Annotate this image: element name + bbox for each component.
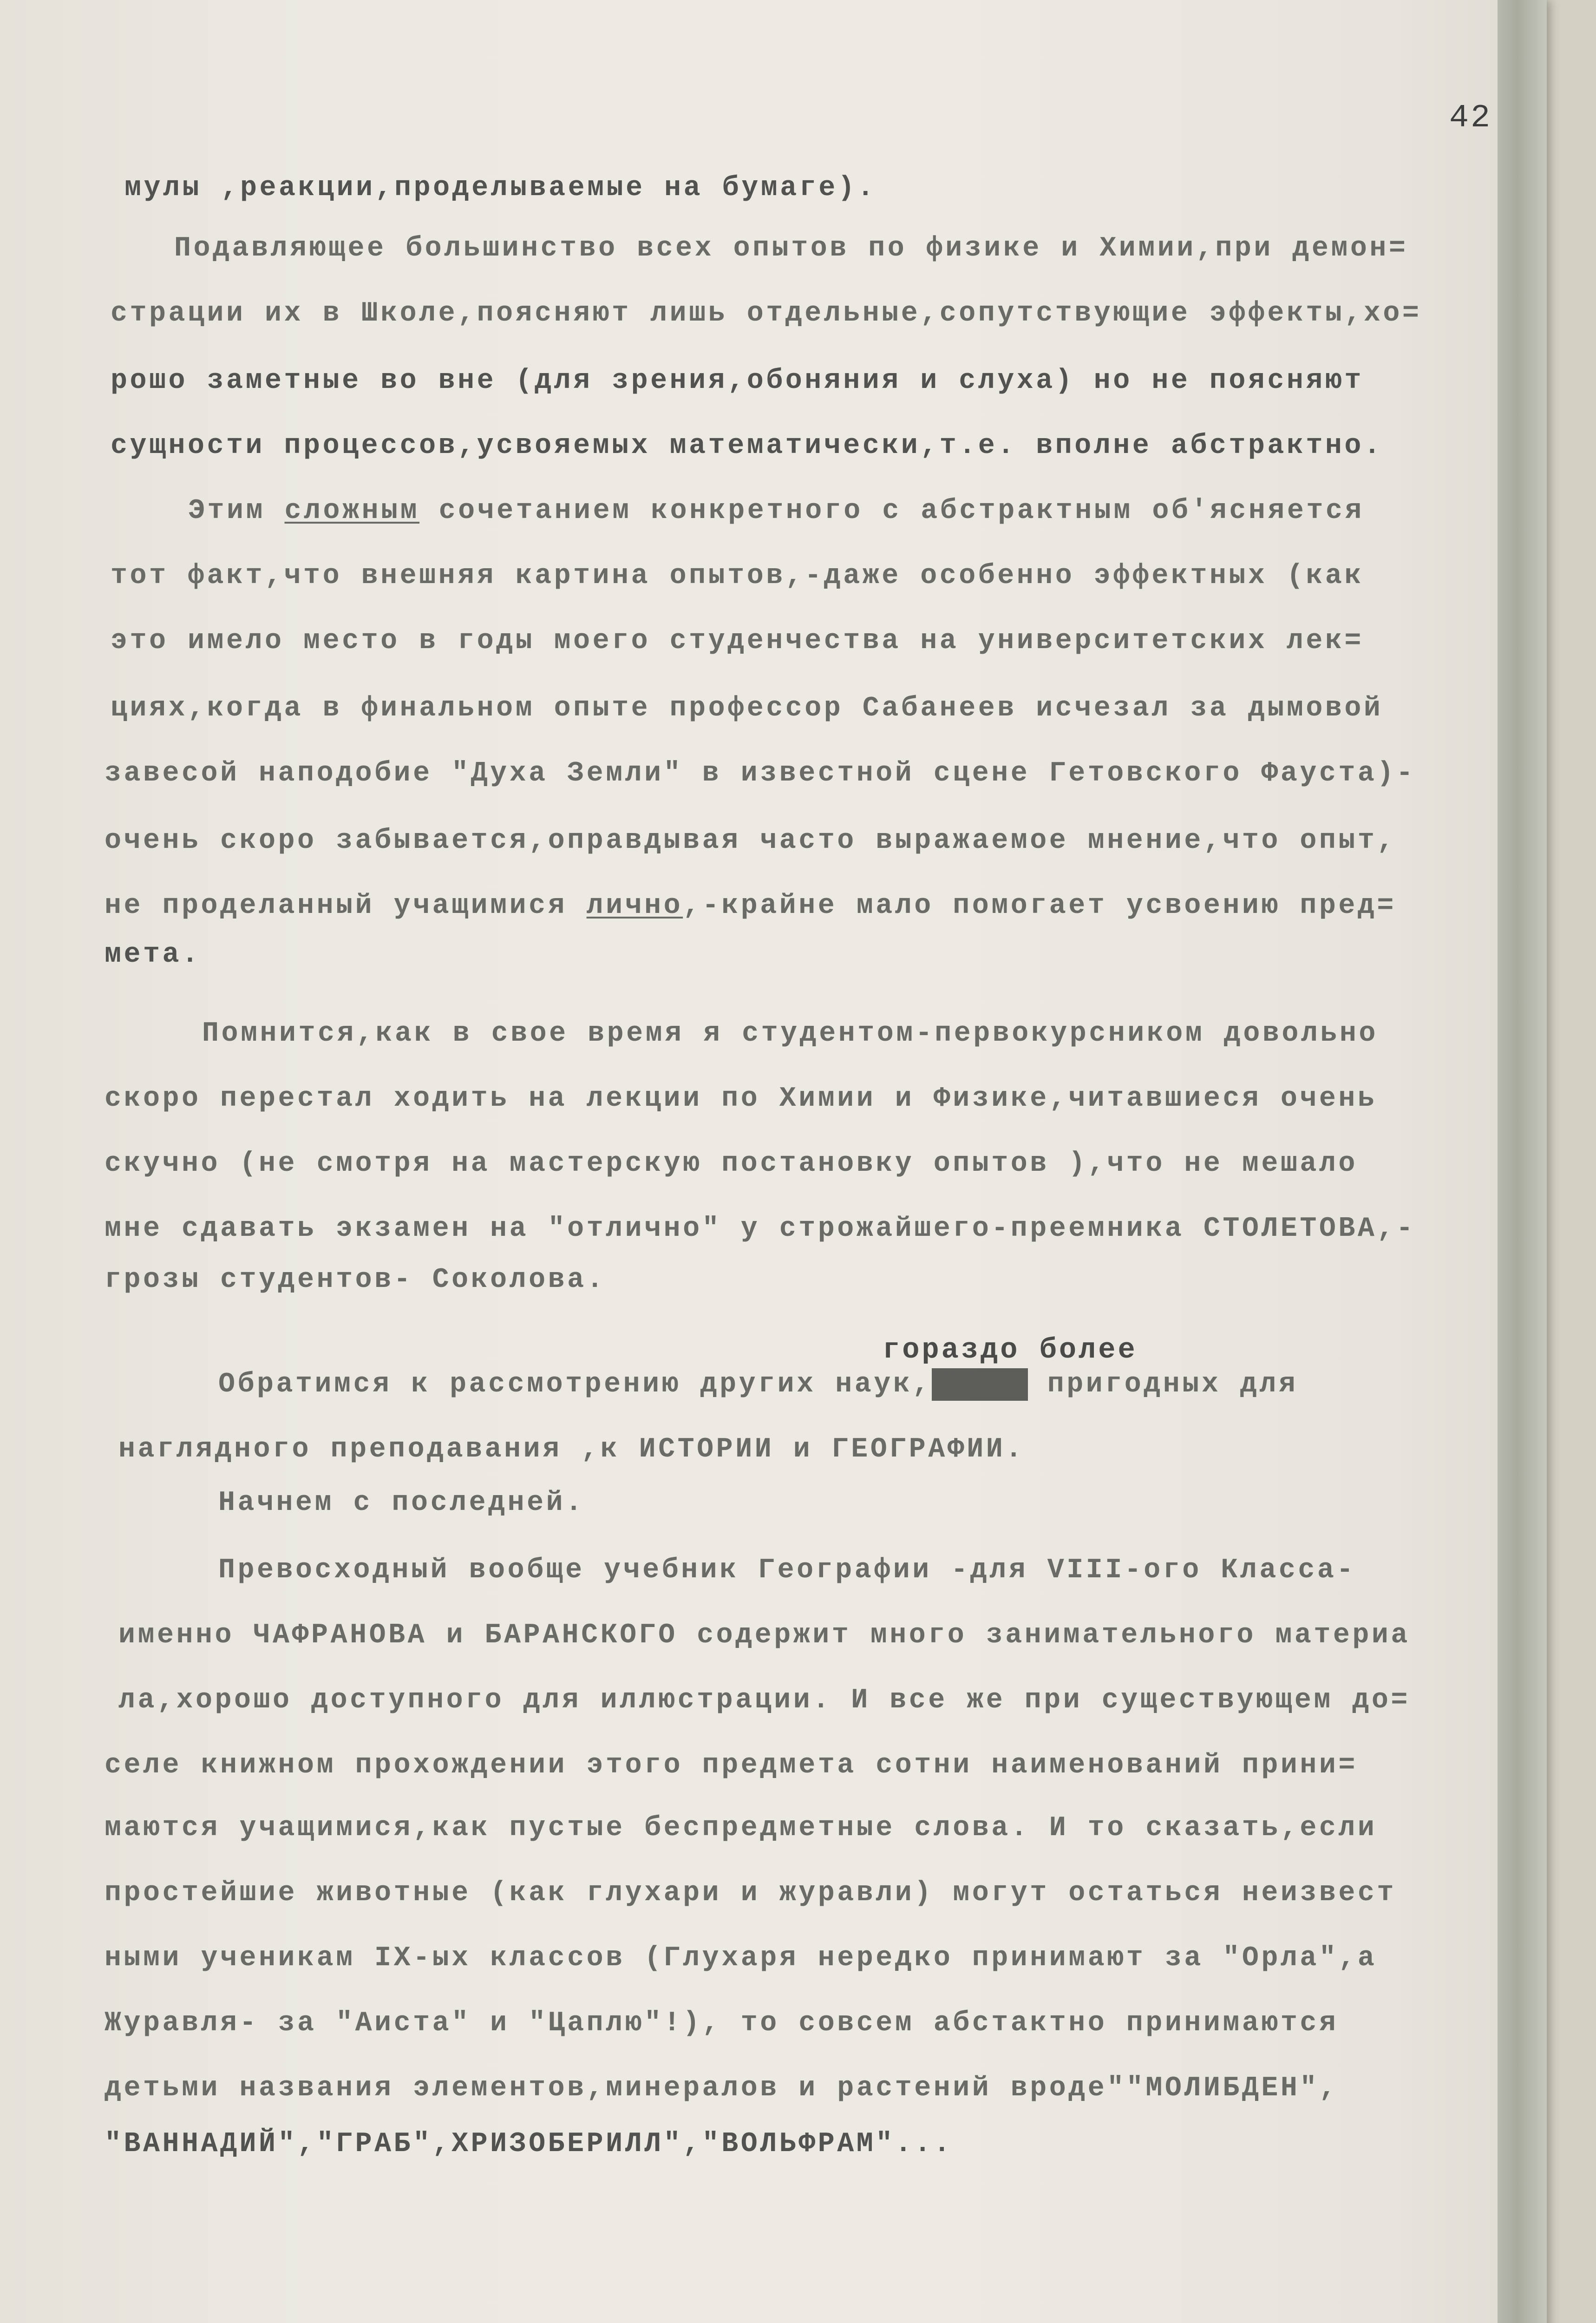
line-segment: пригодных для: [1047, 1369, 1298, 1400]
text-line: [188, 495, 1364, 527]
text-line: мета.: [105, 939, 201, 971]
text-line: ными ученикам IX-ых классов (Глухаря нередко принимают за "Орла",а: [105, 1942, 1377, 1974]
text-line: [218, 1368, 1298, 1401]
text-line: простейшие животные (как глухари и журавли) могут остаться неизвест: [105, 1877, 1396, 1909]
text-line: Превосходный вообще учебник Географии -для VIII-ого Класса-: [218, 1555, 1356, 1586]
text-line: страции их в Школе,поясняют лишь отдельные,сопутствующие эффекты,хо=: [111, 298, 1422, 329]
struck-out-word: ХХХХХ: [931, 1369, 1028, 1400]
page-number: 42: [1449, 100, 1492, 137]
text-line: селе книжном прохождении этого предмета сотни наименований прини=: [105, 1750, 1358, 1781]
handwritten-insertion: гораздо более: [883, 1333, 1138, 1366]
text-line: именно ЧАФРАНОВА и БАРАНСКОГО содержит много занимательного материа: [118, 1620, 1410, 1651]
text-line: сущности процессов,усвояемых математически,т.е. вполне абстрактно.: [111, 430, 1383, 462]
line-segment: Обратимся к рассмотрению других наук,: [218, 1369, 932, 1400]
text-line: Журавля- за "Аиста" и "Цаплю"!), то совсем абстактно принимаются: [105, 2008, 1339, 2039]
text-line: Подавляющее большинство всех опытов по физике и Химии,при демон=: [174, 233, 1408, 264]
text-line: циях,когда в финальном опыте профессор Сабанеев исчезал за дымовой: [111, 693, 1383, 724]
underlined-word: сложным: [284, 495, 420, 527]
line-segment: сочетанием конкретного с абстрактным об'ясняется: [438, 495, 1364, 527]
text-line: это имело место в годы моего студенчества на университетских лек=: [111, 625, 1364, 657]
text-line: Помнится,как в свое время я студентом-первокурсником довольно: [202, 1018, 1378, 1050]
text-line: [105, 890, 1396, 922]
line-segment: не проделанный учащимися: [105, 890, 568, 922]
text-line: маются учащимися,как пустые беспредметные слова. И то сказать,если: [105, 1812, 1377, 1844]
text-line: ла,хорошо доступного для иллюстрации. И все же при существующем до=: [118, 1685, 1410, 1716]
text-line: мне сдавать экзамен на "отлично" у строжайшего-преемника СТОЛЕТОВА,-: [105, 1213, 1416, 1245]
text-line: тот факт,что внешняя картина опытов,-даже особенно эффектных (как: [111, 560, 1364, 592]
text-line: Начнем с последней.: [218, 1487, 585, 1519]
text-line: "ВАННАДИЙ","ГРАБ",ХРИЗОБЕРИЛЛ","ВОЛЬФРАМ"...: [105, 2128, 953, 2160]
text-line: детьми названия элементов,минералов и растений вроде""МОЛИБДЕН",: [105, 2073, 1339, 2104]
text-line: завесой наподобие "Духа Земли" в известной сцене Гетовского Фауста)-: [105, 758, 1416, 789]
text-line: скучно (не смотря на мастерскую постановку опытов ),что не мешало: [105, 1148, 1358, 1180]
text-line: наглядного преподавания ,к ИСТОРИИ и ГЕОГРАФИИ.: [118, 1434, 1025, 1465]
text-line: очень скоро забывается,оправдывая часто выражаемое мнение,что опыт,: [105, 825, 1396, 857]
text-line: мулы ,реакции,проделываемые на бумаге).: [124, 172, 876, 204]
underlined-word: лично: [586, 890, 683, 922]
text-line: скоро перестал ходить на лекции по Химии и Физике,читавшиеся очень: [105, 1083, 1377, 1115]
line-segment: ,-крайне мало помогает усвоению пред=: [683, 890, 1396, 922]
line-segment: Этим: [188, 495, 266, 527]
text-line: грозы студентов- Соколова.: [105, 1264, 606, 1296]
text-line: рошо заметные во вне (для зрения,обоняния и слуха) но не поясняют: [111, 365, 1364, 397]
